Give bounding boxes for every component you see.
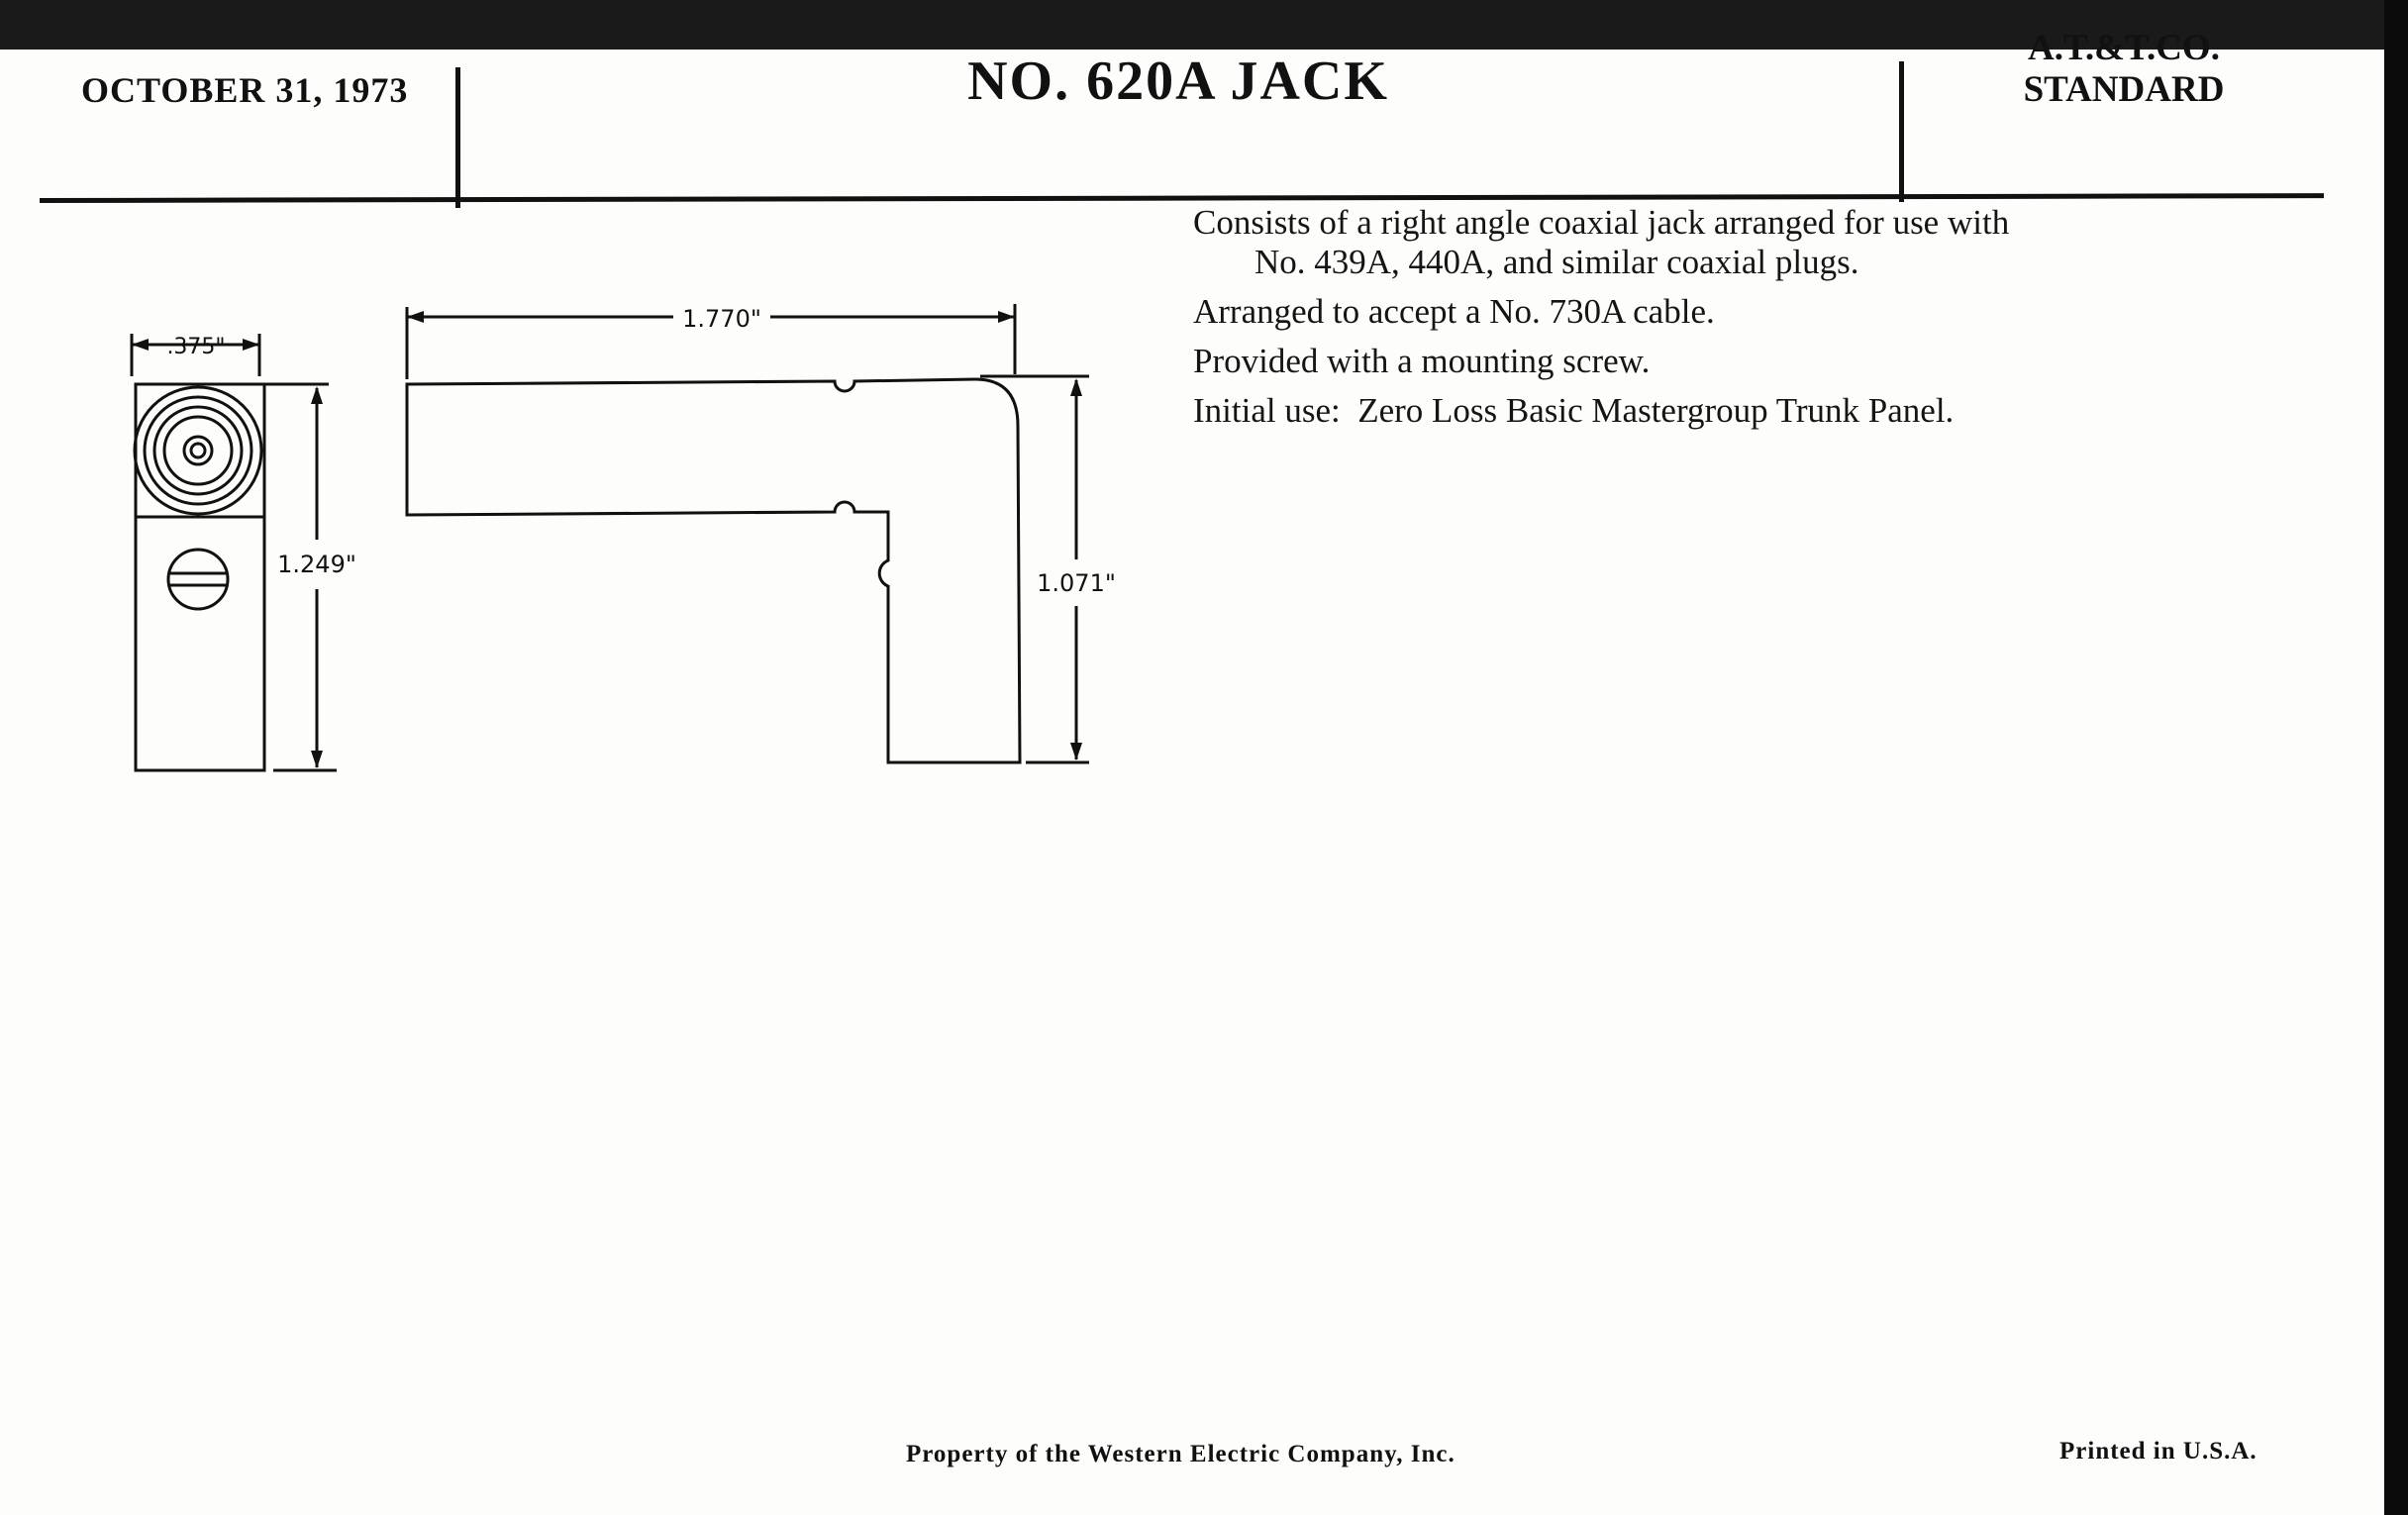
page-title: NO. 620A JACK — [967, 50, 1389, 112]
dim-end-width: .375" — [166, 335, 226, 359]
scan-border — [2384, 0, 2408, 1515]
description — [1193, 203, 2272, 441]
footer-property: Property of the Western Electric Company, Inc. — [906, 1441, 1455, 1467]
standard-label — [1911, 28, 2337, 111]
standard-label-line1: A.T.&T.CO. — [2028, 28, 2220, 68]
jack-drawing — [0, 0, 1188, 812]
description-line-1a: Consists of a right angle coaxial jack arranged for use with — [1193, 203, 2010, 242]
description-line-1b: No. 439A, 440A, and similar coaxial plugs. — [1254, 243, 1859, 281]
header-divider-right — [1899, 61, 1904, 202]
footer-printed: Printed in U.S.A. — [2059, 1438, 2258, 1464]
description-line-2: Arranged to accept a No. 730A cable. — [1193, 292, 1715, 331]
standard-label-line2: STANDARD — [2023, 69, 2225, 110]
initial-use-value: Zero Loss Basic Mastergroup Trunk Panel. — [1357, 391, 1955, 430]
mounting-screw-icon — [168, 550, 228, 609]
description-line-4 — [1193, 391, 2272, 431]
issue-date: OCTOBER 31, 1973 — [81, 70, 409, 110]
initial-use-label: Initial use: — [1193, 391, 1341, 430]
coaxial-connector-icon — [135, 387, 261, 514]
description-line-1 — [1193, 203, 2272, 282]
description-line-3: Provided with a mounting screw. — [1193, 342, 1651, 380]
dim-end-height: 1.249" — [277, 551, 356, 578]
side-view-body — [407, 379, 1020, 762]
dim-side-height: 1.071" — [1037, 569, 1116, 597]
dim-side-length: 1.770" — [682, 305, 761, 333]
